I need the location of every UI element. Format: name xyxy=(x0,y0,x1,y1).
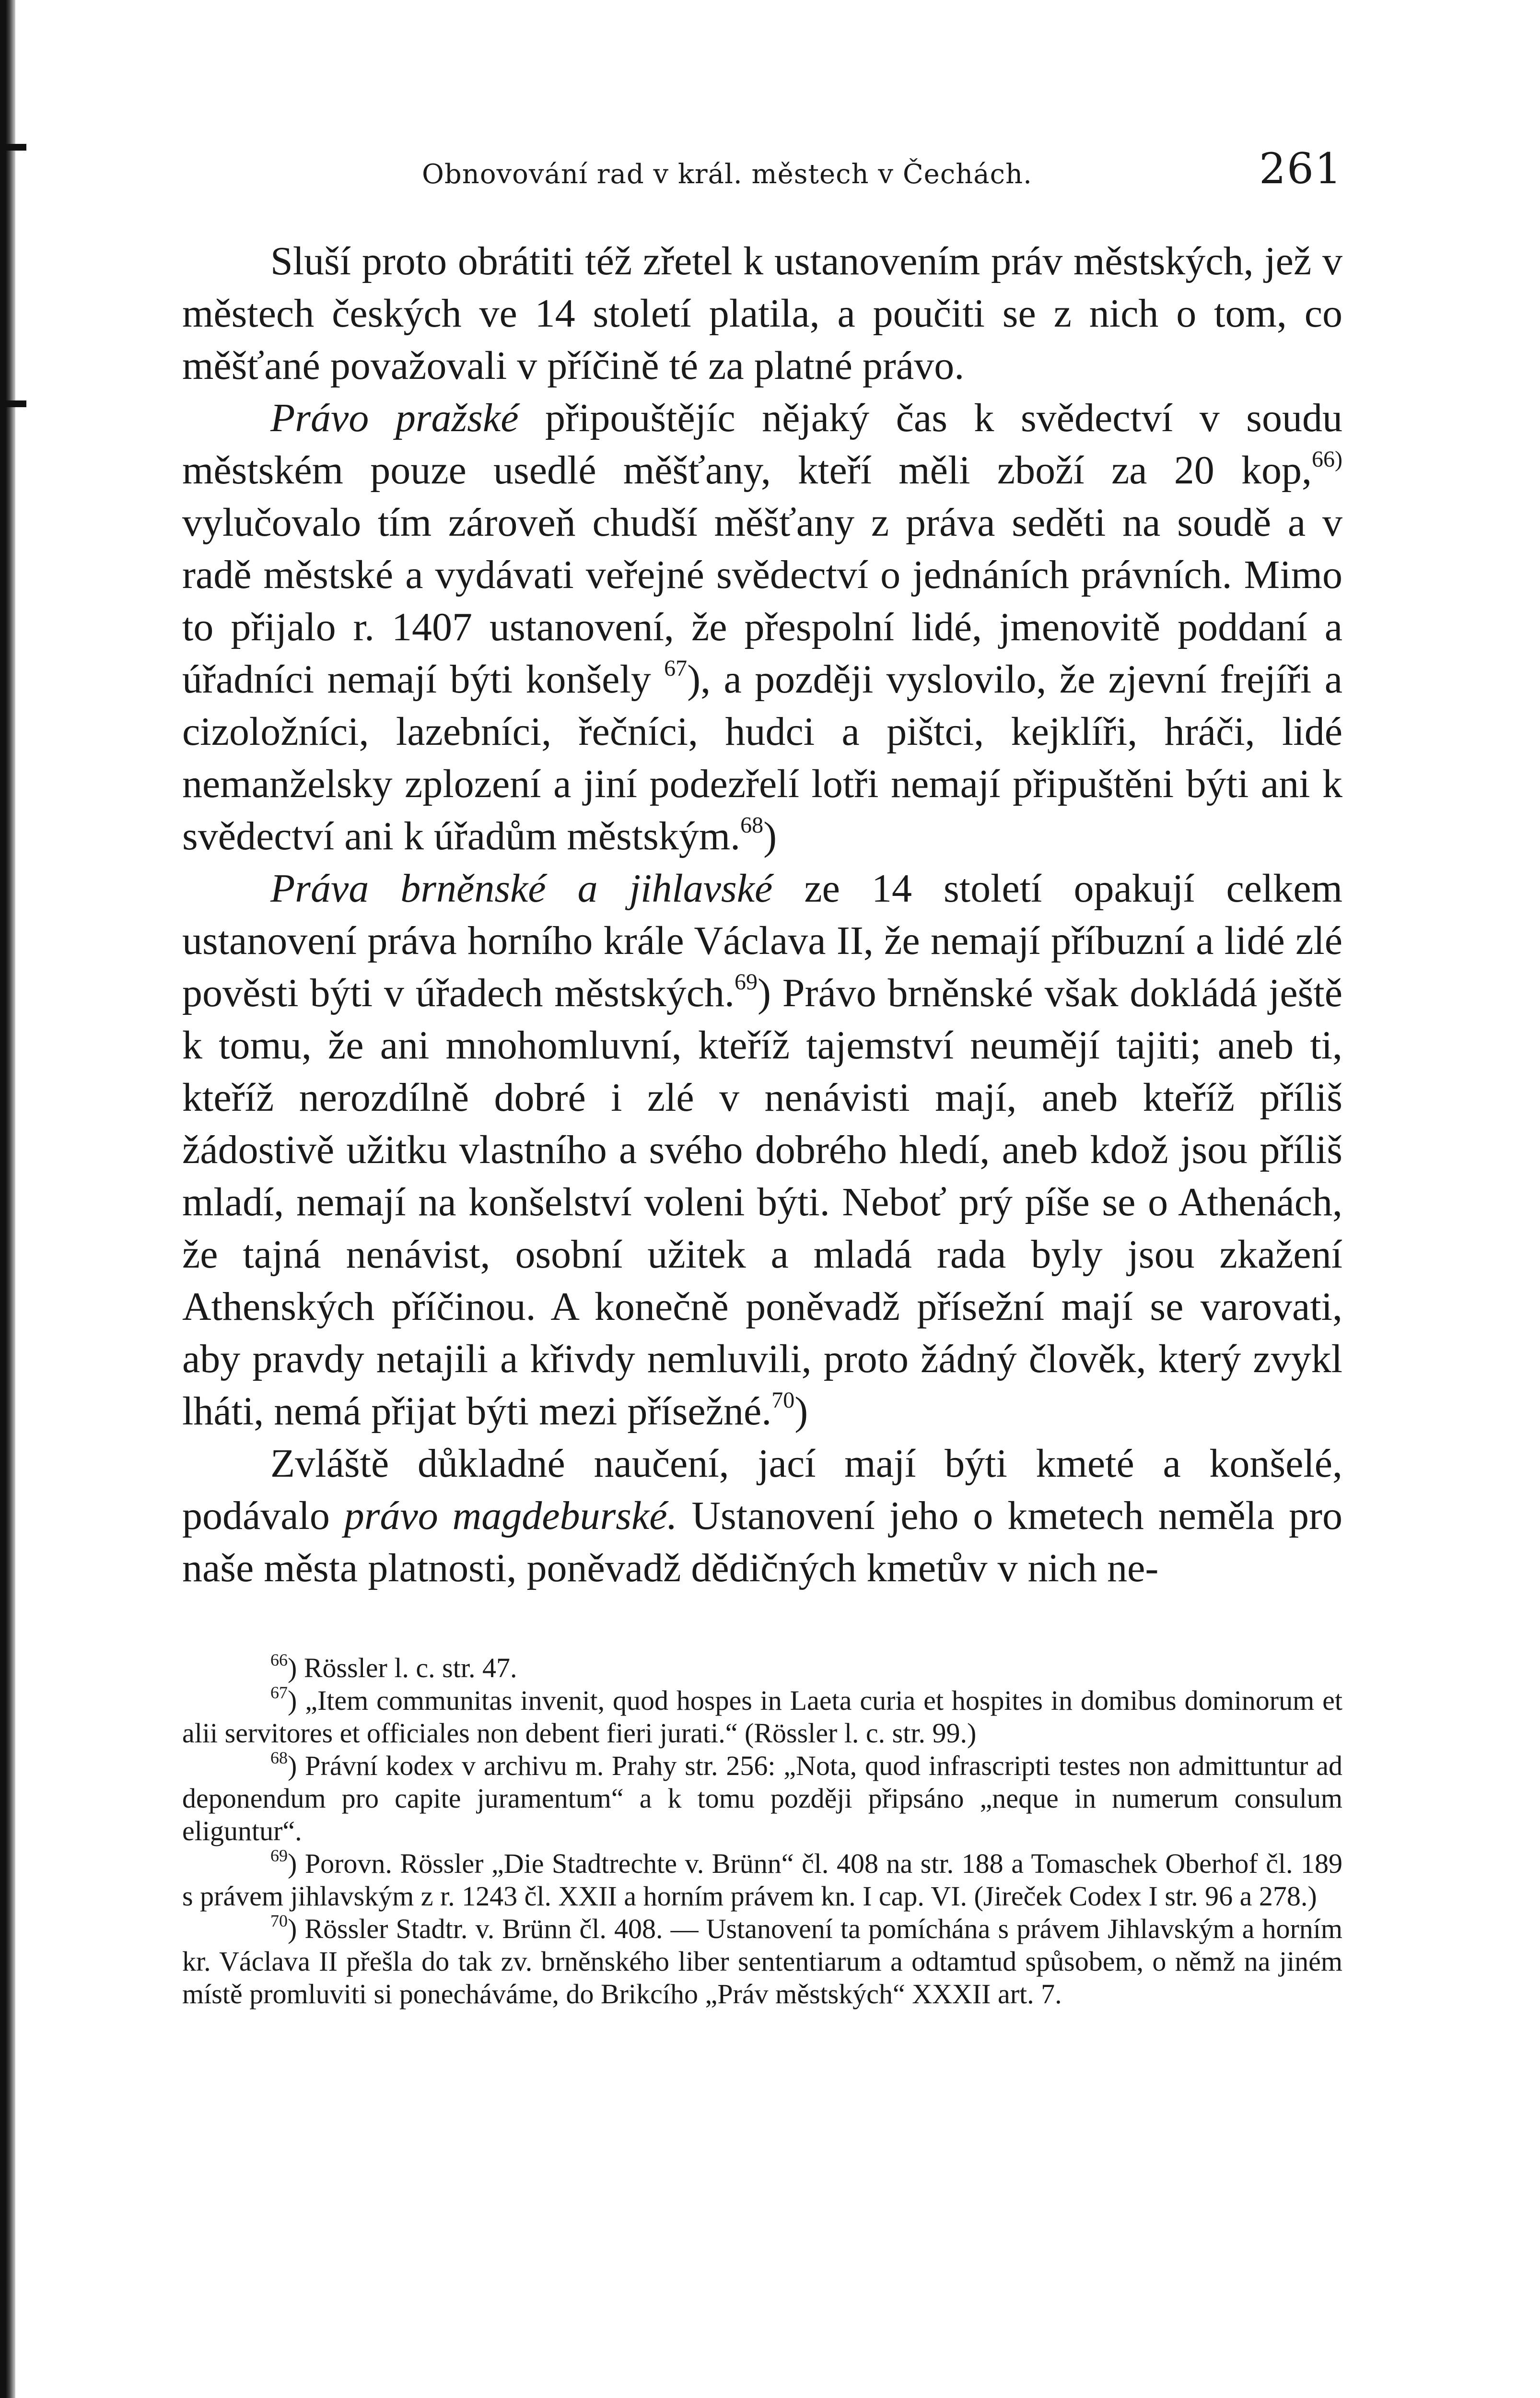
footnote-number: 70 xyxy=(270,1911,288,1930)
page-number: 261 xyxy=(1259,144,1342,193)
binding-mark xyxy=(0,400,26,407)
footnote-number: 69 xyxy=(270,1846,288,1865)
footnote-number: 68 xyxy=(270,1748,288,1767)
page xyxy=(182,144,1342,2010)
body-paragraph xyxy=(182,392,1342,862)
paragraph-text: ), a později vyslovilo, že zjevní frejíři a cizoložníci, lazebníci, řečníci, hudci a pištci, kejklíři, hráči, lidé nemanželsky zplození a jiní podezřelí lotři nemají připuštěni býti ani k svědectví ani k úřadům městským. xyxy=(182,657,1343,858)
footnote-text: ) Porovn. Rössler „Die Stadtrechte v. Brünn“ čl. 408 na str. 188 a Tomaschek Oberhof čl. 189 s právem jihlavským z r. 1243 čl. XXII a horním právem kn. I cap. VI. (Jireček Codex I str. 96 a 278.) xyxy=(182,1848,1342,1912)
footnote xyxy=(182,1652,1342,1684)
page-binding-edge xyxy=(0,0,15,2398)
body-paragraph xyxy=(182,1437,1342,1594)
paragraph-text: ) xyxy=(763,814,777,858)
footnote-text: ) Rössler Stadtr. v. Brünn čl. 408. — Ustanovení ta pomíchána s právem Jihlavským a horním kr. Václava II přešla do tak zv. brněnského liber sententiarum a odtamtud spůsobem, o němž na jiném místě promluviti si ponecháváme, do Brikcího „Práv městských“ XXXII art. 7. xyxy=(182,1913,1342,2010)
footnote-number: 66 xyxy=(270,1650,288,1669)
running-head xyxy=(182,144,1342,216)
footnote-ref: 69 xyxy=(734,969,758,995)
footnote-ref: 67 xyxy=(664,656,688,681)
paragraph-text: ) xyxy=(794,1389,808,1434)
paragraph-text: připouštějíc nějaký čas k svědectví v soudu městském pouze usedlé měšťany, kteří měli zboží za 20 kop, xyxy=(182,396,1342,493)
italic-title: Práva brněnské a jihlavské xyxy=(270,866,773,911)
footnote xyxy=(182,1913,1342,2010)
binding-mark xyxy=(0,144,26,151)
paragraph-text: vylučovalo tím zároveň chudší měšťany z práva seděti na soudě a v radě městské a vydávati veřejné svědectví o jednáních právních. Mimo to přijalo r. 1407 ustanovení, že přespolní lidé, jmenovitě poddaní a úřadníci nemají býti konšely xyxy=(182,500,1342,702)
footnote xyxy=(182,1750,1342,1847)
paragraph-text: ze 14 století opakují celkem ustanovení práva horního krále Václava II, že nemají příbuzní a lidé zlé pověsti býti v úřadech městských. xyxy=(182,866,1342,1015)
body-paragraph xyxy=(182,862,1342,1437)
footnotes xyxy=(182,1652,1342,2010)
footnote xyxy=(182,1684,1342,1750)
paragraph-text: Zvláště důkladné naučení, jací mají býti kmeté a konšelé, podávalo xyxy=(182,1441,1342,1538)
running-head-title: Obnovování rad v král. městech v Čechách. xyxy=(422,159,1032,190)
footnote-ref: 66) xyxy=(1312,447,1342,472)
footnote xyxy=(182,1847,1342,1913)
footnote-text: ) Rössler l. c. str. 47. xyxy=(288,1652,517,1683)
footnote-text: ) Právní kodex v archivu m. Prahy str. 256: „Nota, quod infrascripti testes non admittuntur ad deponendum pro capite juramentum“ a k tomu později připsáno „neque in numerum consulum eliguntur“. xyxy=(182,1750,1342,1846)
paragraph-text: ) Právo brněnské však dokládá ještě k tomu, že ani mnohomluvní, kteříž tajemství neumějí tajiti; aneb ti, kteříž nerozdílně dobré i zlé v nenávisti mají, aneb kteříž příliš žádostivě užitku vlastního a svého dobrého hledí, aneb kdož jsou příliš mladí, nemají na konšelství voleni býti. Neboť prý píše se o Athenách, že tajná nenávist, osobní užitek a mladá rada byly jsou zkažení Athenských příčinou. A konečně poněvadž přísežní mají se varovati, aby pravdy netajili a křivdy nemluvili, proto žádný člověk, který zvykl lháti, nemá přijat býti mezi přísežné. xyxy=(182,971,1342,1434)
italic-title: právo magdeburské. xyxy=(344,1493,677,1538)
body-paragraph xyxy=(182,235,1342,392)
body-text xyxy=(182,235,1342,1594)
paragraph-text: Ustanovení jeho o kmetech neměla pro naše města platnosti, poněvadž dědičných kmetův v nich ne- xyxy=(182,1493,1342,1590)
italic-title: Právo pražské xyxy=(270,396,519,440)
footnote-text: ) „Item communitas invenit, quod hospes in Laeta curia et hospites in domibus dominorum et alii servitores et officiales non debent fieri jurati.“ (Rössler l. c. str. 99.) xyxy=(182,1685,1342,1749)
footnote-number: 67 xyxy=(270,1682,288,1702)
footnote-ref: 70 xyxy=(771,1387,795,1413)
footnote-ref: 68 xyxy=(740,812,764,838)
paragraph-text: Sluší proto obrátiti též zřetel k ustanovením práv městských, jež v městech českých ve 14 století platila, a poučiti se z nich o tom, co měšťané považovali v příčině té za platné právo. xyxy=(182,239,1342,388)
